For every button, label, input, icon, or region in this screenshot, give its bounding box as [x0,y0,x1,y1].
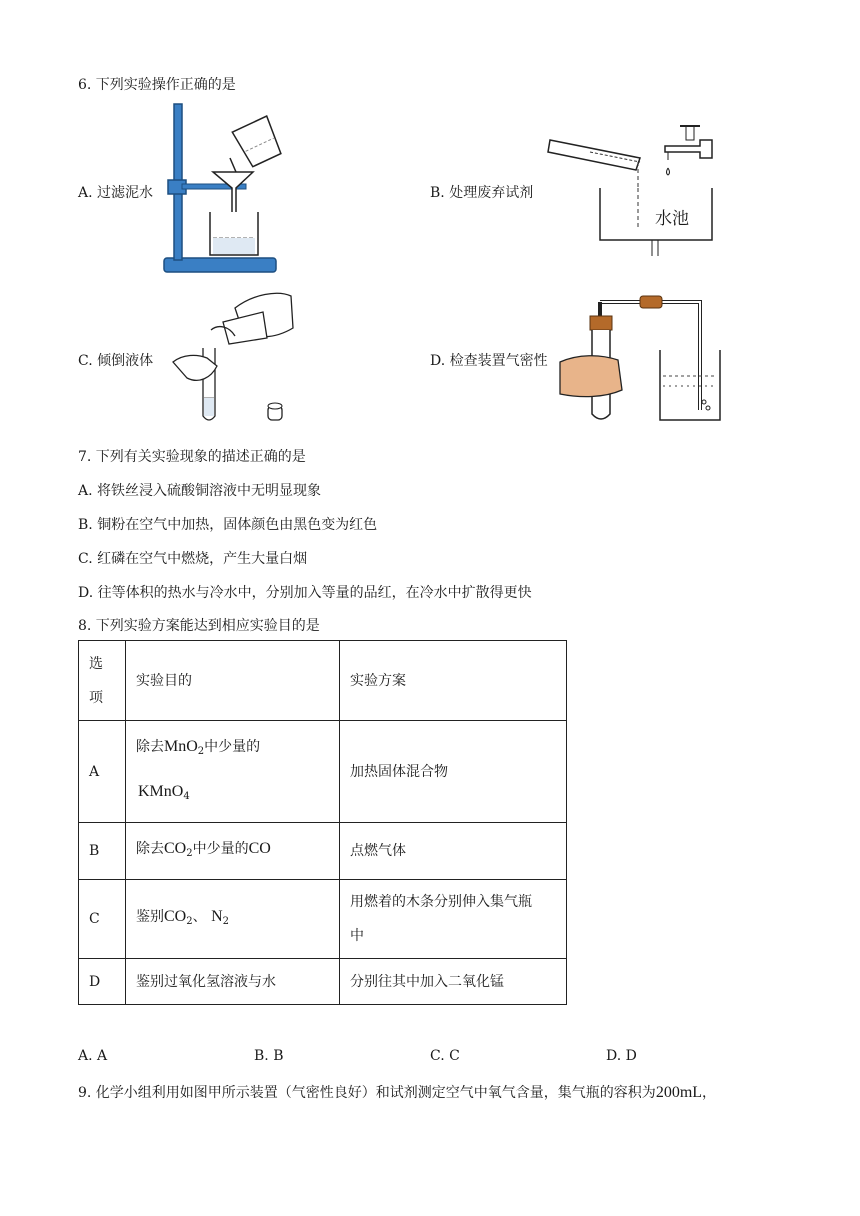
header-option-line1: 选 [89,655,103,672]
header-option [79,641,126,721]
row-a-purpose-pre: 除去 [136,738,164,755]
header-option-line2: 项 [89,689,103,706]
q7-option-b: B. 铜粉在空气中加热，固体颜色由黑色变为红色 [78,517,378,533]
table-row [79,880,567,959]
filtration-apparatus-image [158,100,283,278]
row-b-chem1: CO [164,839,187,857]
row-b-plan: 点燃气体 [340,823,567,880]
q7-option-d: D. 往等体积的热水与冷水中，分别加入等量的品红，在冷水中扩散得更快 [78,585,532,601]
q8-answer-d: D. D [606,1048,637,1064]
header-plan: 实验方案 [340,641,567,721]
row-b-purpose [126,823,340,880]
row-c-chem2: N [211,907,223,925]
table-row [79,721,567,823]
sink-disposal-image [540,118,725,258]
q9-stem [78,1082,716,1102]
pouring-liquid-image [163,288,303,430]
q9-stem-text: 9. 化学小组利用如图甲所示装置（气密性良好）和试剂测定空气中氧气含量，集气瓶的容积为 [78,1085,656,1101]
row-c-plan [340,880,567,959]
q9-stem-tail: ， [702,1085,717,1101]
airtightness-check-image [560,290,725,426]
row-d-plan: 分别往其中加入二氧化锰 [340,959,567,1005]
q7-stem: 7. 下列有关实验现象的描述正确的是 [78,449,306,465]
row-d-option: D [79,959,126,1005]
row-b-purpose-pre: 除去 [136,840,164,857]
row-b-sub1: 2 [186,847,193,859]
row-c-purpose-mid: 、 [192,908,207,925]
row-a-plan: 加热固体混合物 [340,721,567,823]
q8-plan-table [78,640,567,1005]
row-a-purpose-mid: 中少量的 [204,738,261,755]
row-a-sub2: 4 [183,790,190,802]
row-c-purpose-pre: 鉴别 [136,908,164,925]
row-b-chem2: CO [248,839,271,857]
header-purpose: 实验目的 [126,641,340,721]
q6-option-b-label: B. 处理废弃试剂 [430,185,534,201]
row-b-option: B [79,823,126,880]
row-a-sub1: 2 [197,745,205,757]
row-c-option: C [79,880,126,959]
row-c-sub2: 2 [222,915,229,927]
q8-answer-a: A. A [78,1048,108,1064]
q7-option-c: C. 红磷在空气中燃烧，产生大量白烟 [78,551,308,567]
q6-option-d-label: D. 检查装置气密性 [430,353,548,369]
table-row [79,959,567,1005]
row-c-chem1: CO [164,907,187,925]
row-b-purpose-mid: 中少量的 [192,840,249,857]
q8-answer-b: B. B [254,1048,284,1064]
row-d-purpose: 鉴别过氧化氢溶液与水 [126,959,340,1005]
row-c-purpose [126,880,340,959]
q6-option-c-label: C. 倾倒液体 [78,353,154,369]
row-a-purpose [126,721,340,823]
q6-option-a-label: A. 过滤泥水 [78,185,154,201]
q7-option-a: A. 将铁丝浸入硫酸铜溶液中无明显现象 [78,483,322,499]
row-a-chem2: KMnO [138,782,184,800]
row-c-plan-line2: 中 [350,928,364,944]
q8-answer-c: C. C [430,1048,460,1064]
row-a-chem1: MnO [164,737,198,755]
q6-stem: 6. 下列实验操作正确的是 [78,77,236,93]
q9-volume-value: 200mL [655,1084,703,1101]
q8-stem: 8. 下列实验方案能达到相应实验目的是 [78,618,320,634]
row-c-sub1: 2 [186,915,193,927]
table-header-row [79,641,567,721]
table-row [79,823,567,880]
row-a-option: A [79,721,126,823]
sink-label: 水池 [655,209,689,229]
row-c-plan-line1: 用燃着的木条分别伸入集气瓶 [350,894,532,910]
